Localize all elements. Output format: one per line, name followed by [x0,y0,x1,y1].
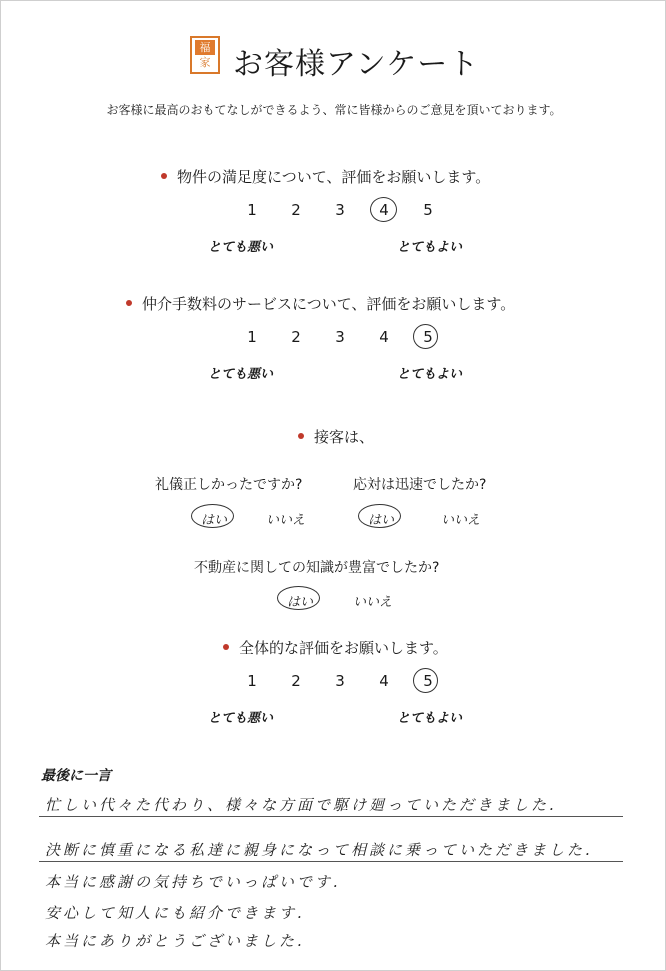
scale-low-label: とても悪い [208,711,274,726]
remark-line-3: 本当に感謝の気持ちでいっぱいです. [45,873,341,891]
subquestion-prompt: 応対は迅速でしたか? [353,477,487,493]
selection-circle [191,504,234,528]
question-text: 物件の満足度について、評価をお願いします。 [177,168,491,186]
rating-1[interactable]: 1 [247,201,257,219]
selection-circle [277,586,320,610]
writing-line [39,861,623,862]
company-logo [190,36,220,74]
intro-text: お客様に最高のおもてなしができるよう、常に皆様からのご意見を頂いております。 [106,103,562,117]
question-commission-service [126,293,515,314]
scale-low-label: とても悪い [208,367,274,382]
selection-circle [413,324,438,349]
selection-circle [370,197,397,222]
rating-3[interactable]: 3 [335,328,345,346]
answer-no[interactable]: いいえ [353,595,393,610]
question-text: 接客は、 [314,428,375,446]
bullet-dot [161,173,167,179]
subquestion-polite: 礼儀正しかったですか? [155,477,303,493]
question-text: 全体的な評価をお願いします。 [239,639,448,657]
remark-line-4: 安心して知人にも紹介できます. [45,904,305,922]
answer-yes-selected[interactable]: はい [368,513,395,528]
bullet-dot [126,300,132,306]
writing-line [39,816,623,817]
rating-2[interactable]: 2 [291,328,301,346]
remark-line-2: 決断に慎重になる私達に親身になって相談に乗っていただきました. [45,841,593,859]
answer-no[interactable]: いいえ [266,513,306,528]
rating-4[interactable]: 4 [379,672,389,690]
answer-yes-selected[interactable]: はい [201,513,228,528]
scale-high-label: とてもよい [397,240,463,255]
rating-4-selected[interactable]: 4 [379,201,389,219]
rating-1[interactable]: 1 [247,672,257,690]
bullet-dot [223,644,229,650]
rating-5-selected[interactable]: 5 [423,328,433,346]
selection-circle [413,668,438,693]
question-overall-rating [223,637,448,658]
page-title: お客様アンケート [233,47,480,82]
rating-1[interactable]: 1 [247,328,257,346]
rating-5[interactable]: 5 [423,201,433,219]
rating-3[interactable]: 3 [335,201,345,219]
rating-2[interactable]: 2 [291,201,301,219]
logo-char-bottom: 家 [199,56,211,69]
scale-high-label: とてもよい [397,367,463,382]
scale-high-label: とてもよい [397,711,463,726]
selection-circle [358,504,401,528]
rating-5-selected[interactable]: 5 [423,672,433,690]
remarks-title: 最後に一言 [41,768,111,784]
bullet-dot [298,433,304,439]
answer-no[interactable]: いいえ [441,513,481,528]
rating-4[interactable]: 4 [379,328,389,346]
rating-3[interactable]: 3 [335,672,345,690]
rating-2[interactable]: 2 [291,672,301,690]
answer-yes-selected[interactable]: はい [287,595,314,610]
scale-low-label: とても悪い [208,240,274,255]
subquestion-knowledge: 不動産に関しての知識が豊富でしたか? [194,560,440,576]
remark-line-5: 本当にありがとうございました. [45,932,305,950]
question-customer-service [298,426,374,447]
remark-line-1: 忙しい代々た代わり、様々な方面で駆け廻っていただきました. [45,796,557,814]
question-text: 仲介手数料のサービスについて、評価をお願いします。 [142,295,516,313]
logo-char-top: 福 [195,40,215,55]
question-property-satisfaction [161,166,490,187]
